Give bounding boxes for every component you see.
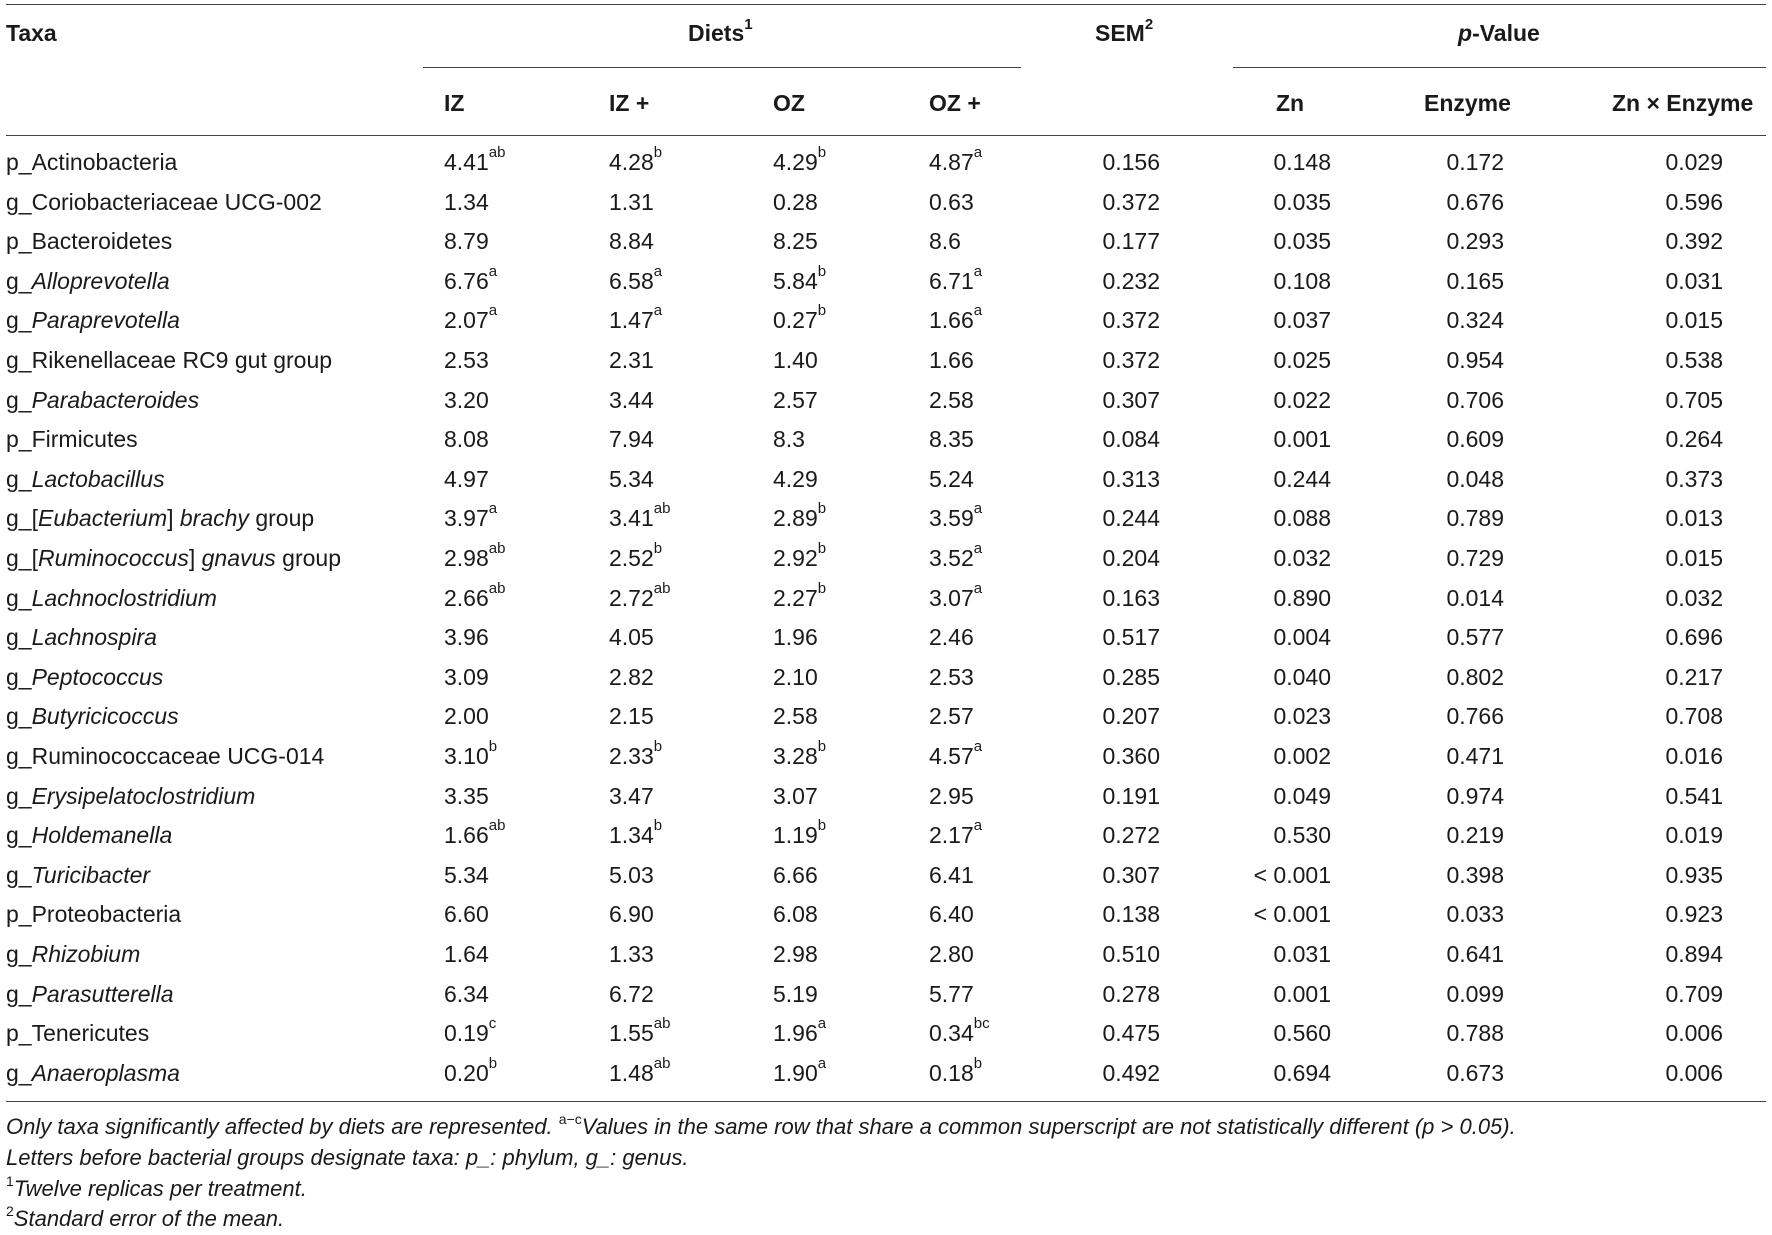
ozp-cell: 2.46	[929, 624, 974, 650]
oz-cell: 5.84$^b$	[773, 263, 827, 294]
ozp-cell: 6.40	[929, 901, 974, 927]
sem-cell: 0.272	[1102, 822, 1160, 848]
zn-cell: 0.002	[1273, 743, 1331, 769]
zn-cell: < 0.001	[1253, 862, 1331, 888]
ozp-cell: 6.41	[929, 862, 974, 888]
enzyme-cell: 0.293	[1446, 228, 1504, 254]
taxa-cell: g_Holdemanella	[6, 822, 173, 848]
taxa-cell: g_Anaeroplasma	[6, 1060, 180, 1086]
zn-cell: 0.088	[1273, 505, 1331, 531]
zn-cell: 0.032	[1273, 545, 1331, 571]
ozp-cell: 2.17$^a$	[929, 817, 983, 848]
enzyme-cell: 0.802	[1446, 664, 1504, 690]
sem-cell: 0.307	[1102, 862, 1160, 888]
header-bottom-rule	[6, 135, 1766, 136]
sem-cell: 0.313	[1102, 466, 1160, 492]
izp-cell: 3.41$^{ab}$	[609, 500, 671, 531]
znxenz-cell: 0.019	[1665, 822, 1723, 848]
ozp-cell: 2.58	[929, 387, 974, 413]
taxa-cell: p_Actinobacteria	[6, 149, 178, 175]
ozp-cell: 2.53	[929, 664, 974, 690]
enzyme-cell: 0.219	[1446, 822, 1504, 848]
oz-cell: 2.98	[773, 941, 818, 967]
sem-cell: 0.510	[1102, 941, 1160, 967]
sem-cell: 0.191	[1102, 783, 1160, 809]
iz-cell: 2.53	[444, 347, 489, 373]
iz-cell: 2.07$^a$	[444, 302, 498, 333]
footnote-taxa-letters: Letters before bacterial groups designate taxa: p_: phylum, g_: genus.	[6, 1145, 689, 1170]
enzyme-cell: 0.706	[1446, 387, 1504, 413]
iz-cell: 5.34	[444, 862, 489, 888]
oz-cell: 2.27$^b$	[773, 580, 827, 611]
zn-cell: 0.037	[1273, 307, 1331, 333]
footnote-2: $^2$Standard error of the mean.	[6, 1203, 285, 1231]
ozp-cell: 2.95	[929, 783, 974, 809]
ozp-cell: 5.24	[929, 466, 974, 492]
znxenz-cell: 0.006	[1665, 1060, 1723, 1086]
zn-cell: 0.004	[1273, 624, 1331, 650]
iz-cell: 2.66$^{ab}$	[444, 580, 506, 611]
ozp-cell: 6.71$^a$	[929, 263, 983, 294]
ozp-cell: 4.57$^a$	[929, 738, 983, 769]
enzyme-cell: 0.033	[1446, 901, 1504, 927]
enzyme-cell: 0.048	[1446, 466, 1504, 492]
ozp-cell: 3.52$^a$	[929, 540, 983, 571]
sem-cell: 0.244	[1102, 505, 1160, 531]
znxenz-cell: 0.029	[1665, 149, 1723, 175]
iz-cell: 3.97$^a$	[444, 500, 498, 531]
taxa-cell: g_Coriobacteriaceae UCG-002	[6, 189, 322, 215]
header-taxa: Taxa	[6, 20, 57, 46]
izp-cell: 8.84	[609, 228, 654, 254]
taxa-cell: g_Parabacteroides	[6, 387, 200, 413]
taxa-cell: g_Lachnoclostridium	[6, 585, 217, 611]
zn-cell: 0.022	[1273, 387, 1331, 413]
ozp-cell: 8.35	[929, 426, 974, 452]
znxenz-cell: 0.015	[1665, 545, 1723, 571]
znxenz-cell: 0.264	[1665, 426, 1723, 452]
enzyme-cell: 0.471	[1446, 743, 1504, 769]
enzyme-cell: 0.673	[1446, 1060, 1504, 1086]
znxenz-cell: 0.392	[1665, 228, 1723, 254]
enzyme-cell: 0.609	[1446, 426, 1504, 452]
enzyme-cell: 0.398	[1446, 862, 1504, 888]
taxa-cell: g_Parasutterella	[6, 981, 174, 1007]
iz-cell: 6.76$^a$	[444, 263, 498, 294]
sem-cell: 0.084	[1102, 426, 1160, 452]
taxa-cell: g_[Ruminococcus] gnavus group	[6, 545, 341, 571]
znxenz-cell: 0.541	[1665, 783, 1723, 809]
ozp-cell: 0.18$^b$	[929, 1055, 983, 1086]
iz-cell: 3.20	[444, 387, 489, 413]
znxenz-cell: 0.031	[1665, 268, 1723, 294]
sem-cell: 0.517	[1102, 624, 1160, 650]
znxenz-cell: 0.894	[1665, 941, 1723, 967]
header-diets: Diets$^1$	[688, 16, 753, 46]
header-col-znxenzyme: Zn × Enzyme	[1612, 90, 1754, 116]
oz-cell: 5.19	[773, 981, 818, 1007]
oz-cell: 6.08	[773, 901, 818, 927]
header-col-oz: OZ	[773, 90, 805, 116]
izp-cell: 2.82	[609, 664, 654, 690]
zn-cell: 0.049	[1273, 783, 1331, 809]
znxenz-cell: 0.923	[1665, 901, 1723, 927]
zn-cell: 0.035	[1273, 228, 1331, 254]
sem-cell: 0.307	[1102, 387, 1160, 413]
footnote-1: $^1$Twelve replicas per treatment.	[6, 1173, 307, 1201]
zn-cell: 0.244	[1273, 466, 1331, 492]
taxa-cell: g_Erysipelatoclostridium	[6, 783, 256, 809]
izp-cell: 6.58$^a$	[609, 263, 663, 294]
taxa-cell: g_[Eubacterium] brachy group	[6, 505, 315, 531]
sem-cell: 0.207	[1102, 703, 1160, 729]
sem-cell: 0.156	[1102, 149, 1160, 175]
oz-cell: 8.25	[773, 228, 818, 254]
top-rule	[6, 4, 1766, 5]
oz-cell: 2.92$^b$	[773, 540, 827, 571]
ozp-cell: 4.87$^a$	[929, 144, 983, 175]
diets-rule	[423, 67, 1021, 68]
ozp-cell: 3.07$^a$	[929, 580, 983, 611]
zn-cell: 0.530	[1273, 822, 1331, 848]
taxa-cell: g_Alloprevotella	[6, 268, 170, 294]
sem-cell: 0.475	[1102, 1020, 1160, 1046]
ozp-cell: 5.77	[929, 981, 974, 1007]
taxa-cell: p_Proteobacteria	[6, 901, 182, 927]
izp-cell: 6.90	[609, 901, 654, 927]
iz-cell: 1.66$^{ab}$	[444, 817, 506, 848]
iz-cell: 3.96	[444, 624, 489, 650]
header-col-izp: IZ +	[609, 90, 650, 116]
iz-cell: 0.20$^b$	[444, 1055, 498, 1086]
oz-cell: 0.27$^b$	[773, 302, 827, 333]
zn-cell: 0.890	[1273, 585, 1331, 611]
iz-cell: 1.64	[444, 941, 489, 967]
ozp-cell: 0.63	[929, 189, 974, 215]
sem-cell: 0.278	[1102, 981, 1160, 1007]
header-col-zn: Zn	[1276, 90, 1305, 116]
znxenz-cell: 0.935	[1665, 862, 1723, 888]
enzyme-cell: 0.099	[1446, 981, 1504, 1007]
sem-cell: 0.285	[1102, 664, 1160, 690]
ozp-cell: 2.80	[929, 941, 974, 967]
sem-cell: 0.492	[1102, 1060, 1160, 1086]
oz-cell: 2.89$^b$	[773, 500, 827, 531]
ozp-cell: 8.6	[929, 228, 961, 254]
oz-cell: 2.57	[773, 387, 818, 413]
zn-cell: 0.001	[1273, 981, 1331, 1007]
zn-cell: 0.023	[1273, 703, 1331, 729]
iz-cell: 4.97	[444, 466, 489, 492]
enzyme-cell: 0.165	[1446, 268, 1504, 294]
izp-cell: 1.47$^a$	[609, 302, 663, 333]
oz-cell: 1.40	[773, 347, 818, 373]
znxenz-cell: 0.373	[1665, 466, 1723, 492]
znxenz-cell: 0.006	[1665, 1020, 1723, 1046]
zn-cell: 0.031	[1273, 941, 1331, 967]
enzyme-cell: 0.324	[1446, 307, 1504, 333]
sem-cell: 0.372	[1102, 307, 1160, 333]
iz-cell: 2.98$^{ab}$	[444, 540, 506, 571]
zn-cell: 0.001	[1273, 426, 1331, 452]
znxenz-cell: 0.013	[1665, 505, 1723, 531]
taxa-cell: g_Rikenellaceae RC9 gut group	[6, 347, 333, 373]
taxa-cell: g_Lachnospira	[6, 624, 157, 650]
ozp-cell: 2.57	[929, 703, 974, 729]
taxa-cell: g_Ruminococcaceae UCG-014	[6, 743, 325, 769]
oz-cell: 0.28	[773, 189, 818, 215]
oz-cell: 2.58	[773, 703, 818, 729]
iz-cell: 6.34	[444, 981, 489, 1007]
znxenz-cell: 0.016	[1665, 743, 1723, 769]
oz-cell: 1.96	[773, 624, 818, 650]
oz-cell: 4.29$^b$	[773, 144, 827, 175]
oz-cell: 8.3	[773, 426, 805, 452]
iz-cell: 8.79	[444, 228, 489, 254]
pvalue-rule	[1233, 67, 1766, 68]
sem-cell: 0.138	[1102, 901, 1160, 927]
enzyme-cell: 0.766	[1446, 703, 1504, 729]
iz-cell: 1.34	[444, 189, 489, 215]
zn-cell: 0.035	[1273, 189, 1331, 215]
oz-cell: 3.07	[773, 783, 818, 809]
izp-cell: 2.31	[609, 347, 654, 373]
izp-cell: 1.31	[609, 189, 654, 215]
iz-cell: 3.35	[444, 783, 489, 809]
zn-cell: 0.108	[1273, 268, 1331, 294]
sem-cell: 0.360	[1102, 743, 1160, 769]
znxenz-cell: 0.015	[1665, 307, 1723, 333]
izp-cell: 1.55$^{ab}$	[609, 1015, 671, 1046]
iz-cell: 2.00	[444, 703, 489, 729]
ozp-cell: 1.66	[929, 347, 974, 373]
oz-cell: 1.19$^b$	[773, 817, 827, 848]
taxa-cell: g_Lactobacillus	[6, 466, 165, 492]
enzyme-cell: 0.577	[1446, 624, 1504, 650]
zn-cell: 0.025	[1273, 347, 1331, 373]
izp-cell: 3.44	[609, 387, 654, 413]
izp-cell: 4.28$^b$	[609, 144, 663, 175]
oz-cell: 1.90$^a$	[773, 1055, 827, 1086]
zn-cell: 0.148	[1273, 149, 1331, 175]
header-col-iz: IZ	[444, 90, 465, 116]
izp-cell: 1.48$^{ab}$	[609, 1055, 671, 1086]
sem-cell: 0.204	[1102, 545, 1160, 571]
footnote-significance: Only taxa significantly affected by diets are represented. $^{a-c}$Values in the same row that share a common superscript are not statistically different (p > 0.05).	[6, 1111, 1516, 1139]
izp-cell: 5.03	[609, 862, 654, 888]
oz-cell: 1.96$^a$	[773, 1015, 827, 1046]
sem-cell: 0.372	[1102, 347, 1160, 373]
taxa-cell: g_Rhizobium	[6, 941, 141, 967]
iz-cell: 8.08	[444, 426, 489, 452]
iz-cell: 3.10$^b$	[444, 738, 498, 769]
header-col-ozp: OZ +	[929, 90, 981, 116]
taxa-cell: g_Turicibacter	[6, 862, 151, 888]
izp-cell: 7.94	[609, 426, 654, 452]
taxa-cell: p_Tenericutes	[6, 1020, 150, 1046]
oz-cell: 4.29	[773, 466, 818, 492]
izp-cell: 5.34	[609, 466, 654, 492]
iz-cell: 6.60	[444, 901, 489, 927]
enzyme-cell: 0.789	[1446, 505, 1504, 531]
header-col-enzyme: Enzyme	[1424, 90, 1511, 116]
iz-cell: 3.09	[444, 664, 489, 690]
znxenz-cell: 0.217	[1665, 664, 1723, 690]
header-sem: SEM$^2$	[1095, 16, 1154, 46]
enzyme-cell: 0.954	[1446, 347, 1504, 373]
enzyme-cell: 0.641	[1446, 941, 1504, 967]
taxa-cell: p_Bacteroidetes	[6, 228, 173, 254]
ozp-cell: 0.34$^{bc}$	[929, 1015, 990, 1046]
znxenz-cell: 0.705	[1665, 387, 1723, 413]
znxenz-cell: 0.709	[1665, 981, 1723, 1007]
oz-cell: 6.66	[773, 862, 818, 888]
izp-cell: 1.33	[609, 941, 654, 967]
enzyme-cell: 0.676	[1446, 189, 1504, 215]
ozp-cell: 3.59$^a$	[929, 500, 983, 531]
enzyme-cell: 0.172	[1446, 149, 1504, 175]
znxenz-cell: 0.708	[1665, 703, 1723, 729]
enzyme-cell: 0.729	[1446, 545, 1504, 571]
izp-cell: 2.15	[609, 703, 654, 729]
znxenz-cell: 0.696	[1665, 624, 1723, 650]
izp-cell: 1.34$^b$	[609, 817, 663, 848]
taxa-cell: g_Butyricicoccus	[6, 703, 179, 729]
znxenz-cell: 0.538	[1665, 347, 1723, 373]
bottom-rule	[6, 1101, 1766, 1102]
sem-cell: 0.177	[1102, 228, 1160, 254]
izp-cell: 4.05	[609, 624, 654, 650]
taxa-cell: g_Paraprevotella	[6, 307, 180, 333]
znxenz-cell: 0.596	[1665, 189, 1723, 215]
izp-cell: 2.72$^{ab}$	[609, 580, 671, 611]
enzyme-cell: 0.788	[1446, 1020, 1504, 1046]
taxa-cell: g_Peptococcus	[6, 664, 164, 690]
sem-cell: 0.372	[1102, 189, 1160, 215]
ozp-cell: 1.66$^a$	[929, 302, 983, 333]
izp-cell: 2.33$^b$	[609, 738, 663, 769]
zn-cell: 0.694	[1273, 1060, 1331, 1086]
oz-cell: 3.28$^b$	[773, 738, 827, 769]
oz-cell: 2.10	[773, 664, 818, 690]
enzyme-cell: 0.014	[1446, 585, 1504, 611]
header-pvalue: p-Value	[1458, 20, 1540, 46]
znxenz-cell: 0.032	[1665, 585, 1723, 611]
iz-cell: 4.41$^{ab}$	[444, 144, 506, 175]
iz-cell: 0.19$^c$	[444, 1015, 497, 1046]
sem-cell: 0.163	[1102, 585, 1160, 611]
taxa-cell: p_Firmicutes	[6, 426, 138, 452]
izp-cell: 2.52$^b$	[609, 540, 663, 571]
enzyme-cell: 0.974	[1446, 783, 1504, 809]
izp-cell: 3.47	[609, 783, 654, 809]
sem-cell: 0.232	[1102, 268, 1160, 294]
zn-cell: 0.560	[1273, 1020, 1331, 1046]
zn-cell: < 0.001	[1253, 901, 1331, 927]
izp-cell: 6.72	[609, 981, 654, 1007]
zn-cell: 0.040	[1273, 664, 1331, 690]
